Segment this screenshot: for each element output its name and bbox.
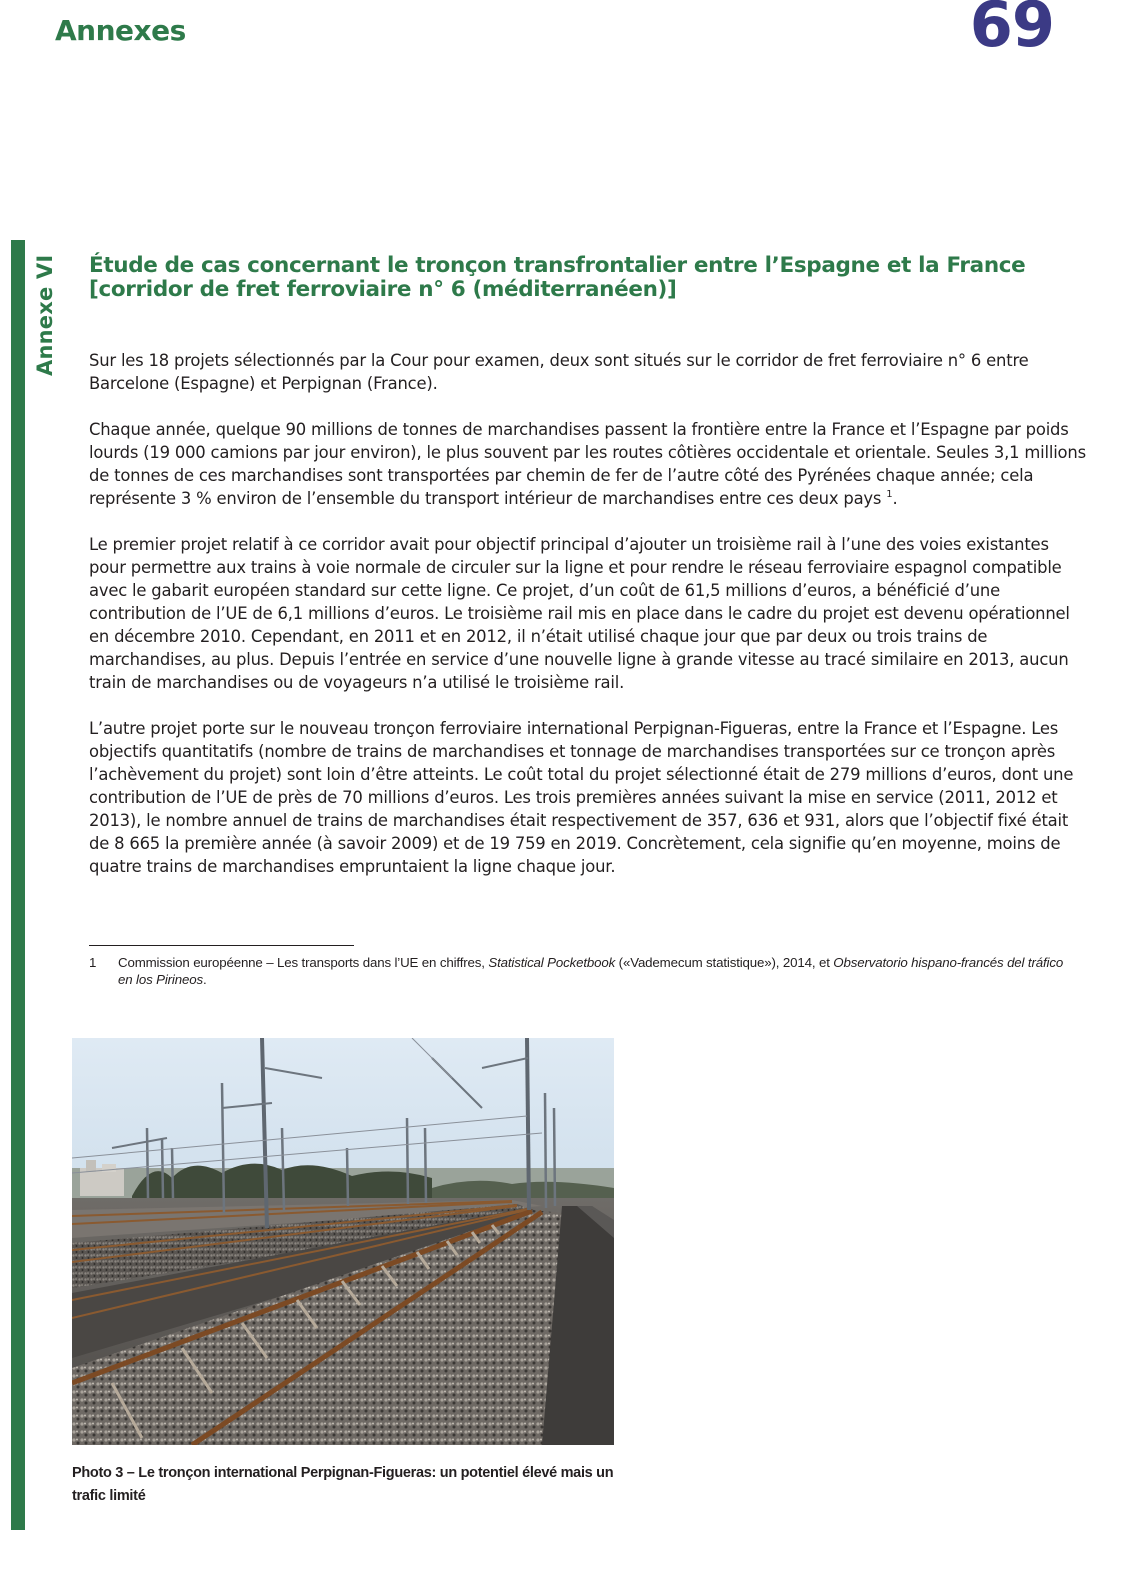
footnote-italic-observatorio: Observatorio hispano-francés del tráfico en los Pirineos <box>118 955 1064 987</box>
footnote-text-part-3: . <box>202 971 207 987</box>
footnote-text-part-1: Commission européenne – Les transports dans l’UE en chiffres, <box>118 955 489 970</box>
footnote-italic-pocketbook: Statistical Pocketbook <box>488 955 616 970</box>
photo-caption: Photo 3 – Le tronçon international Perpignan-Figueras: un potentiel élevé mais un trafic limité <box>72 1465 614 1504</box>
paragraph-2-end: . <box>892 489 898 508</box>
paragraph-2-text: Chaque année, quelque 90 millions de tonnes de marchandises passent la frontière entre la France et l’Espagne par poids lourds (19 000 camions par jour environ), le plus souvent par les routes côtières occidentale et orientale. Seules 3,1 millions de tonnes de ces marchandises sont transportées par chemin de fer de l’autre côté des Pyrénées chaque année; cela représente 3 % environ de l’ensemble du transport intérieur de marchandises entre ces deux pays <box>89 420 1086 508</box>
main-content <box>89 254 1089 901</box>
annex-title: Étude de cas concernant le tronçon transfrontalier entre l’Espagne et la France [corridor de fret ferroviaire n° 6 (méditerranéen)] <box>89 253 1026 302</box>
paragraph-1: Sur les 18 projets sélectionnés par la Cour pour examen, deux sont situés sur le corridor de fret ferroviaire n° 6 entre Barcelone (Espagne) et Perpignan (France). <box>89 351 1029 393</box>
paragraph-2 <box>89 418 1089 510</box>
railway-photo <box>72 1038 614 1445</box>
page-number: 69 <box>969 0 1054 61</box>
footnote-reference: 1 <box>886 489 893 500</box>
paragraph-4: L’autre projet porte sur le nouveau tronçon ferroviaire international Perpignan-Figueras, entre la France et l’Espagne. Les objectifs quantitatifs (nombre de trains de marchandises et tonnage de marchandises transportées sur ce tronçon après l’achèvement du projet) sont loin d’être atteints. Le coût total du projet sélectionné était de 279 millions d’euros, dont une contribution de l’UE de près de 70 millions d’euros. Les trois premières années suivant la mise en service (2011, 2012 et 2013), le nombre annuel de trains de marchandises était respectivement de 357, 636 et 931, alors que l’objectif fixé était de 8 665 la première année (à savoir 2009) et de 19 759 en 2019. Concrètement, cela signifie qu’en moyenne, moins de quatre trains de marchandises empruntaient la ligne chaque jour. <box>89 719 1074 876</box>
footnote-divider <box>89 945 354 946</box>
footnote-text <box>118 955 1064 988</box>
footnote <box>89 955 1064 988</box>
paragraph-3: Le premier projet relatif à ce corridor avait pour objectif principal d’ajouter un troisième rail à l’une des voies existantes pour permettre aux trains à voie normale de circuler sur la ligne et pour rendre le réseau ferroviaire espagnol compatible avec le gabarit européen standard sur cette ligne. Ce projet, d’un coût de 61,5 millions d’euros, a bénéficié d’une contribution de l’UE de 6,1 millions d’euros. Le troisième rail mis en place dans le cadre du projet est devenu opérationnel en décembre 2010. Cependant, en 2011 et en 2012, il n’était utilisé chaque jour que par deux ou trois trains de marchandises, au plus. Depuis l’entrée en service d’une nouvelle ligne à grande vitesse au tracé similaire en 2013, aucun train de marchandises ou de voyageurs n’a utilisé le troisième rail. <box>89 535 1070 692</box>
footnote-number: 1 <box>89 955 97 970</box>
annex-side-label: Annexe VI <box>33 254 57 376</box>
footnote-text-part-2: («Vademecum statistique»), 2014, et <box>615 955 834 970</box>
annex-side-bar <box>11 240 25 1530</box>
running-header: Annexes <box>55 14 186 47</box>
